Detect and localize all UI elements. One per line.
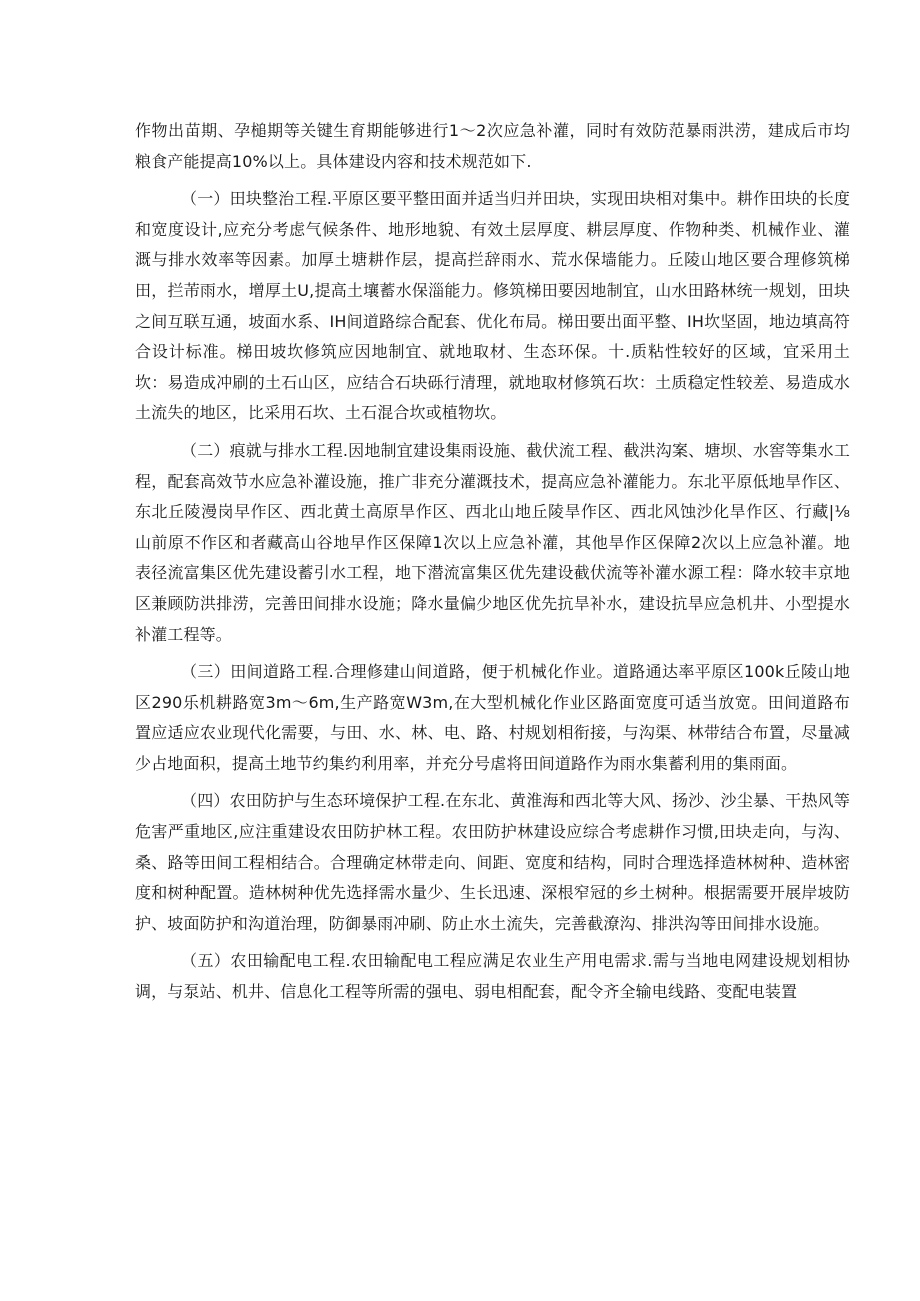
body-paragraph-4: （三）田间道路工程.合理修建山间道路，便于机械化作业。道路通达率平原区100k丘陵山地区290乐机耕路宽3m～6m,生产路宽W3m,在大型机械化作业区路面宽度可适当放宽。田间道路布置应适应农业现代化需要，与田、水、林、电、路、村规划相衔接，与沟渠、林带结合布置，尽量减少占地面积，提高土地节约集约利用率，并充分号虐将田间道路作为雨水集蓄利用的集雨面。 [135,662,850,773]
body-paragraph-3: （二）痕就与排水工程.因地制宜建设集雨设施、截伏流工程、截洪沟案、塘坝、水窖等集水工程，配套高效节水应急补灌设施，推广非充分灌溉技术，提高应急补灌能力。东北平原低地旱作区、东北丘陵漫岗早作区、西北黄土高原旱作区、西北山地丘陵旱作区、西北风蚀沙化旱作区、行藏|⅛山前原不作区和者藏高山谷地早作区保障1次以上应急补灌，其他旱作区保障2次以上应急补灌。地表径流富集区优先建设蓄引水工程，地下潜流富集区优先建设截伏流等补灌水源工程：降水较丰京地区兼顾防洪排涝，完善田间排水设施；降水量偏少地区优先抗旱补水，建设抗旱应急机井、小型提水补灌工程等。 [135,440,850,644]
body-paragraph-6: （五）农田输配电工程.农田输配电工程应满足农业生产用电需求.需与当地电网建设规划相协调，与泵站、机井、信息化工程等所需的强电、弱电相配套，配令齐全输电线路、变配电装置 [135,951,850,1002]
body-paragraph-2: （一）田块整治工程.平原区要平整田面并适当归并田块，实现田块相对集中。耕作田块的长度和宽度设计,应充分考虑气候条件、地形地貌、有效土层厚度、耕层厚度、作物种类、机械作业、灌溉与排水效率等因素。加厚土塘耕作层，提高拦辞雨水、荒水保墙能力。丘陵山地区要合理修筑梯田，拦芾雨水，增厚土U,提高土壤蓄水保淄能力。修筑梯田要因地制宜，山水田路林统一规划，田块之间互联互通，坡面水系、IH间道路综合配套、优化布局。梯田要出面平整、IH坎坚固，地边填高符合设计标准。梯田坡坎修筑应因地制宜、就地取材、生态环保。十.质粘性较好的区域，宜采用土坎：易造成冲刷的土石山区，应结合石块砾行清理，就地取材修筑石坎：土质稳定性较差、易造成水土流失的地区，比采用石坎、土石混合坎或植物坎。 [135,189,850,423]
body-paragraph-5: （四）农田防护与生态环境保护工程.在东北、黄淮海和西北等大风、扬沙、沙尘暴、干热风等危害严重地区,应注重建设农田防护林工程。农田防护林建设应综合考虑耕作习惯,田块走向，与沟、桑、路等田间工程相结合。合理确定林带走向、间距、宽度和结构，同时合理选择造林树种、造林密度和树种配置。造林树种优先选择需水量少、生长迅速、深根窄冠的乡土树种。根据需要开展岸坡防护、坡面防护和沟道治理，防御暴雨冲刷、防止水土流失，完善截潦沟、排洪沟等田间排水设施。 [135,791,850,933]
body-paragraph-1: 作物出苗期、孕槌期等关键生育期能够进行1～2次应急补灌，同时有效防范暴雨洪涝，建成后市均粮食产能提高10%以上。具体建设内容和技术规范如下. [135,121,850,171]
